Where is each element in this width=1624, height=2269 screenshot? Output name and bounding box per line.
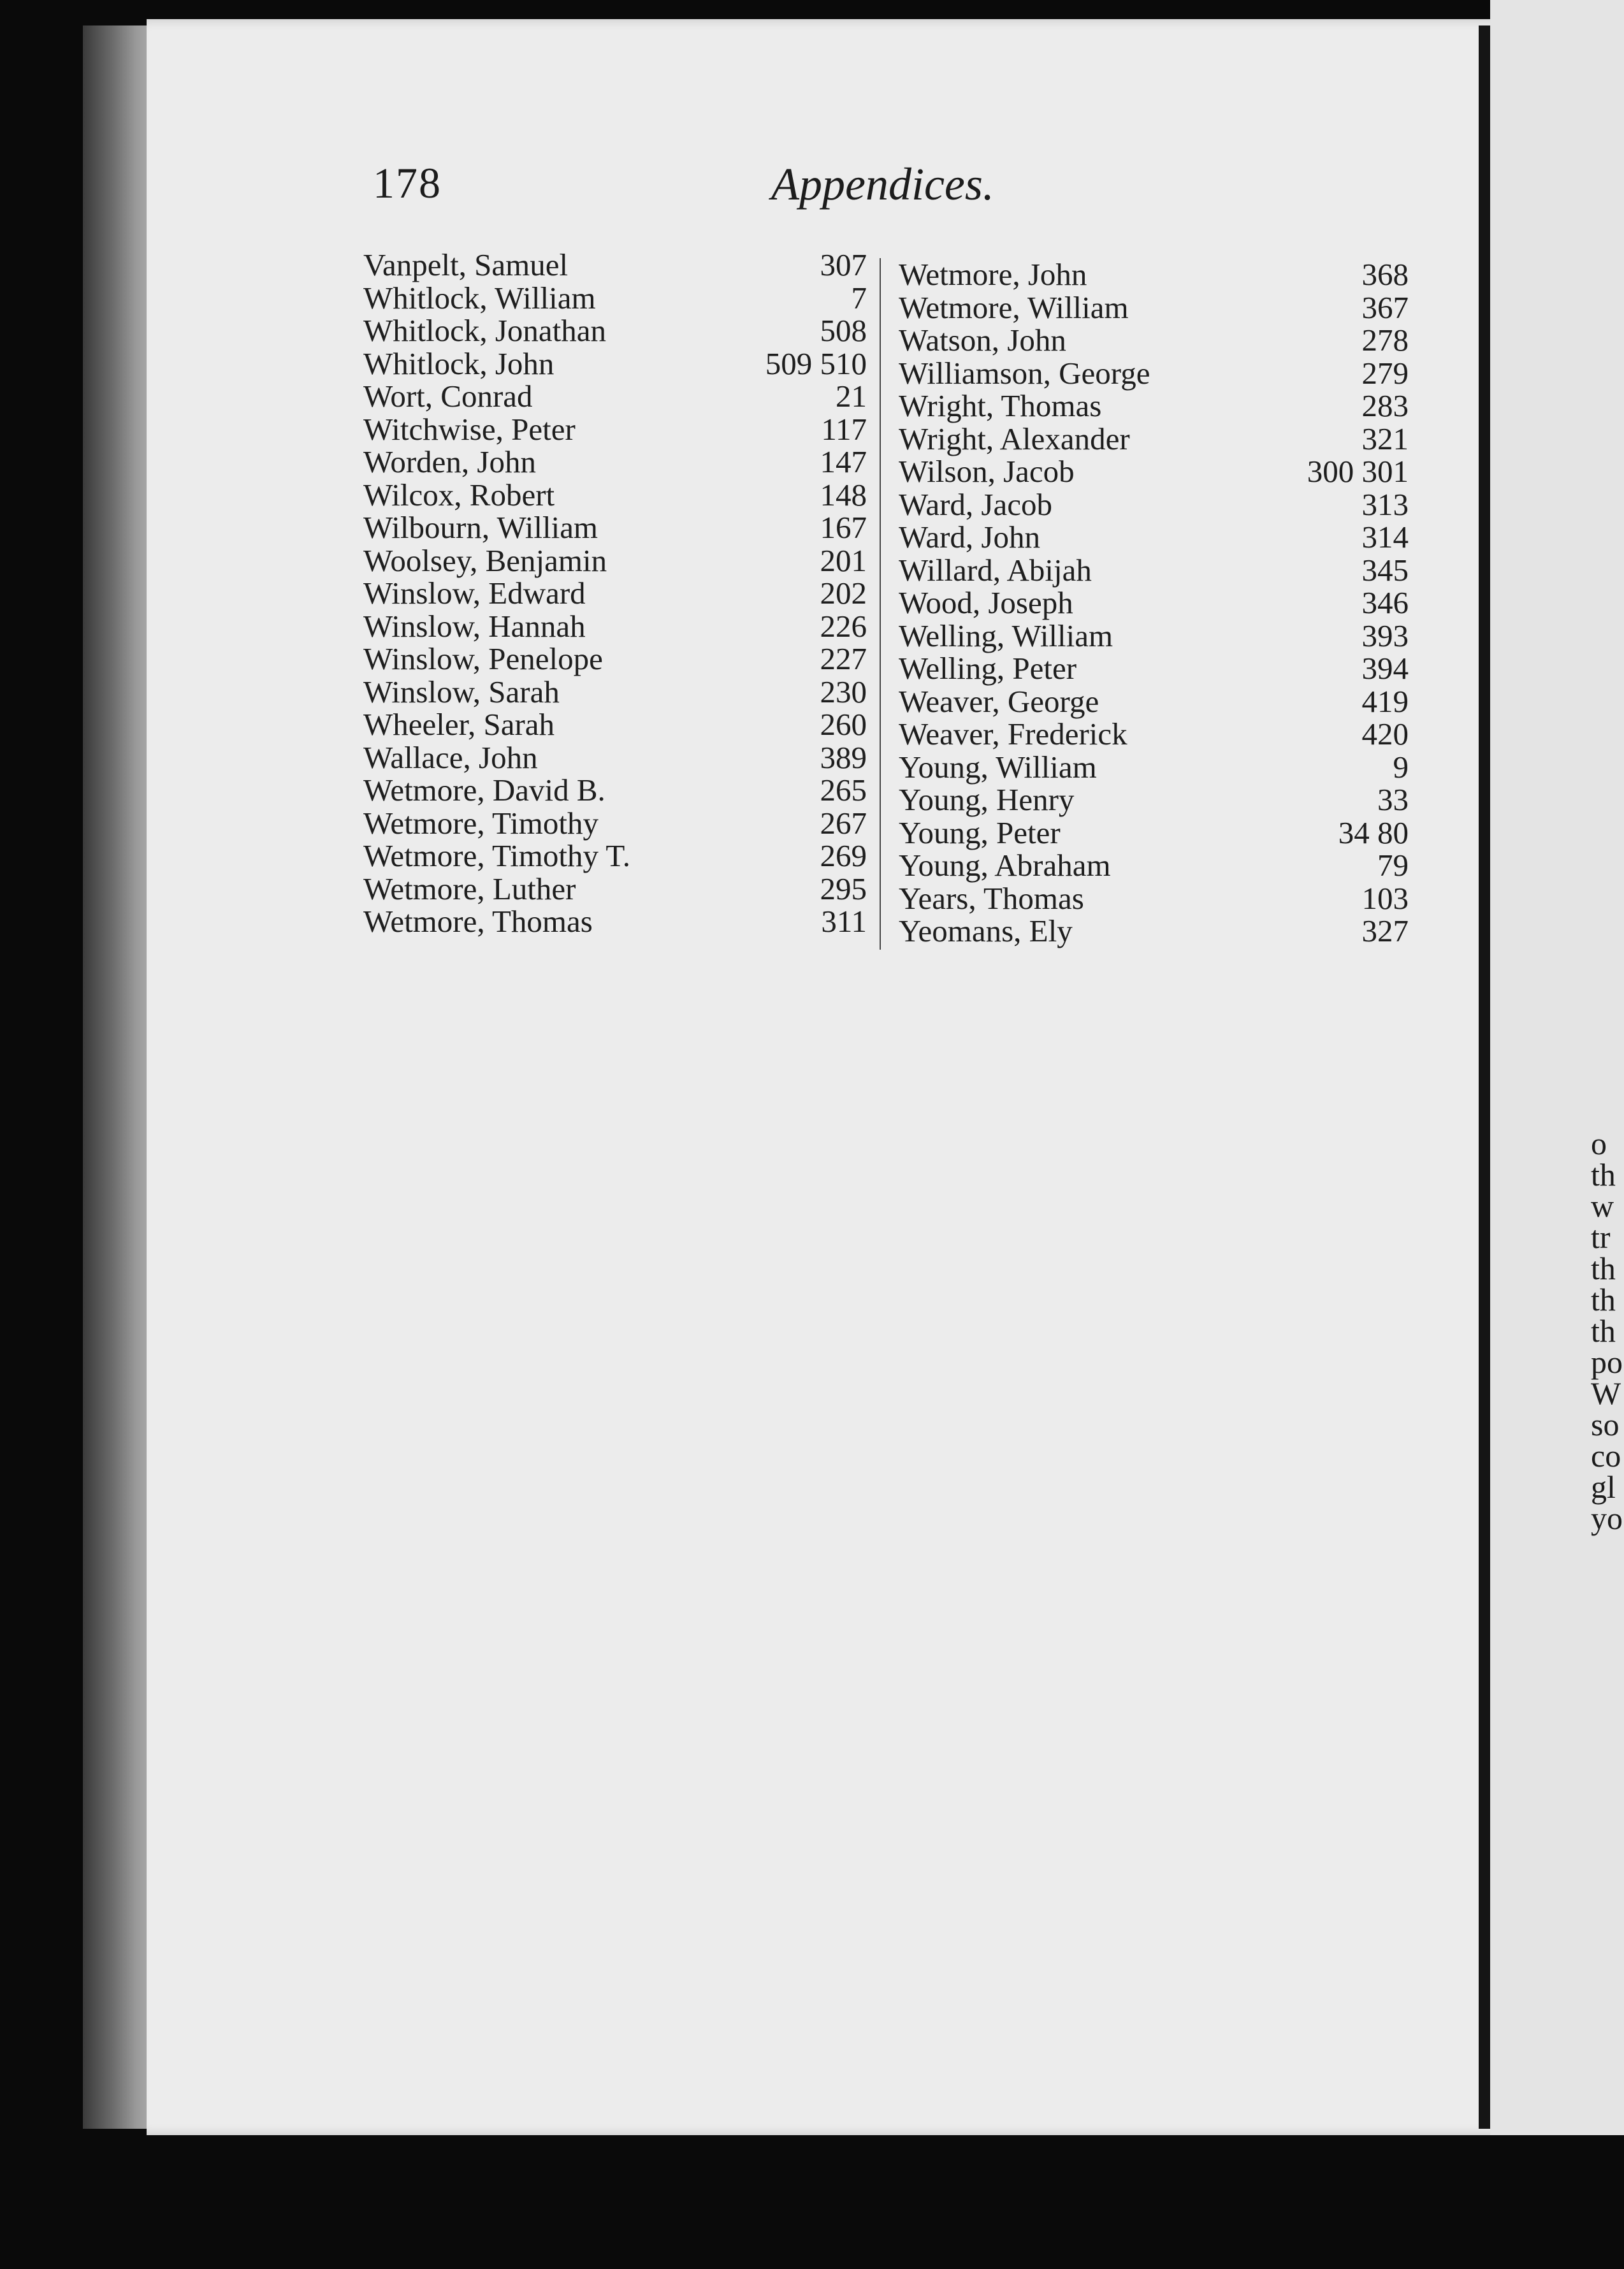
entry-pages: 508 <box>820 313 867 348</box>
entry-name: Wallace, John <box>363 739 538 775</box>
entry-name: Willard, Abijah <box>899 552 1092 588</box>
facing-page-fragment: o <box>1591 1126 1607 1161</box>
entry-pages: 21 <box>836 379 867 414</box>
entry-pages: 345 <box>1361 552 1409 588</box>
entry-pages: 300 301 <box>1307 454 1409 489</box>
entry-pages: 368 <box>1361 257 1409 292</box>
index-entry <box>899 620 1409 653</box>
entry-name: Winslow, Penelope <box>363 641 603 676</box>
entry-name: Winslow, Edward <box>363 576 586 611</box>
index-entry <box>899 423 1409 456</box>
index-entry <box>363 774 867 807</box>
entry-name: Wilson, Jacob <box>899 454 1075 489</box>
entry-name: Worden, John <box>363 444 536 479</box>
entry-pages: 9 <box>1393 749 1409 785</box>
entry-name: Winslow, Sarah <box>363 674 560 709</box>
entry-name: Wetmore, Timothy T. <box>363 838 630 873</box>
entry-name: Whitlock, Jonathan <box>363 313 607 348</box>
entry-name: Ward, John <box>899 519 1040 555</box>
entry-name: Yeomans, Ely <box>899 913 1073 948</box>
entry-name: Ward, Jacob <box>899 486 1052 522</box>
entry-pages: 307 <box>820 247 867 282</box>
entry-pages: 311 <box>821 904 867 939</box>
entry-pages: 103 <box>1361 880 1409 916</box>
entry-pages: 7 <box>851 280 867 315</box>
entry-pages: 34 80 <box>1338 815 1409 850</box>
entry-pages: 419 <box>1361 683 1409 719</box>
entry-name: Wood, Joseph <box>899 585 1073 620</box>
entry-name: Williamson, George <box>899 355 1150 391</box>
entry-pages: 201 <box>820 542 867 578</box>
entry-pages: 295 <box>820 871 867 906</box>
facing-page-fragment: th <box>1591 1313 1616 1349</box>
index-entry <box>899 554 1409 587</box>
entry-pages: 117 <box>821 411 867 447</box>
index-entry <box>363 839 867 873</box>
index-entry <box>899 718 1409 751</box>
entry-name: Watson, John <box>899 323 1066 358</box>
entry-name: Vanpelt, Samuel <box>363 247 569 282</box>
facing-page-fragment: w <box>1591 1188 1614 1224</box>
index-entry <box>899 816 1409 850</box>
entry-name: Wright, Alexander <box>899 421 1130 456</box>
entry-name: Winslow, Hannah <box>363 608 586 644</box>
index-entry <box>363 807 867 840</box>
index-entry <box>363 347 867 381</box>
facing-page-fragment: yo <box>1591 1500 1623 1536</box>
facing-page-fragment: th <box>1591 1250 1616 1286</box>
entry-pages: 346 <box>1361 585 1409 620</box>
entry-pages: 314 <box>1361 519 1409 555</box>
index-entry <box>363 905 867 938</box>
index-entry <box>363 446 867 479</box>
index-column-left <box>363 249 867 938</box>
entry-name: Young, William <box>899 749 1097 785</box>
entry-pages: 394 <box>1361 651 1409 686</box>
facing-page-fragment: co <box>1591 1438 1621 1474</box>
entry-pages: 278 <box>1361 323 1409 358</box>
entry-name: Welling, Peter <box>899 651 1077 686</box>
entry-pages: 167 <box>820 510 867 545</box>
entry-pages: 313 <box>1361 486 1409 522</box>
entry-name: Whitlock, William <box>363 280 596 315</box>
entry-pages: 147 <box>820 444 867 479</box>
entry-pages: 226 <box>820 608 867 644</box>
index-entry <box>899 357 1409 390</box>
index-entry <box>363 282 867 315</box>
entry-name: Wetmore, William <box>899 289 1129 325</box>
index-entry <box>363 873 867 906</box>
book-gutter <box>1479 25 1490 2129</box>
entry-pages: 279 <box>1361 355 1409 391</box>
entry-pages: 420 <box>1361 716 1409 751</box>
entry-name: Young, Peter <box>899 815 1061 850</box>
entry-name: Wetmore, David B. <box>363 772 605 808</box>
entry-name: Wright, Thomas <box>899 388 1102 423</box>
index-entry <box>363 544 867 577</box>
facing-page-fragment: th <box>1591 1157 1616 1192</box>
entry-pages: 283 <box>1361 388 1409 423</box>
index-entry <box>363 708 867 741</box>
index-entry <box>899 488 1409 521</box>
index-entry <box>363 380 867 413</box>
index-entry <box>899 291 1409 324</box>
facing-page-text <box>1591 1128 1623 1534</box>
index-entry <box>899 685 1409 718</box>
index-column-right <box>899 258 1409 948</box>
entry-name: Years, Thomas <box>899 880 1084 916</box>
scan-bottom-border <box>0 2135 1624 2269</box>
index-entry <box>899 849 1409 882</box>
index-entry <box>363 249 867 282</box>
facing-page-fragment: W <box>1591 1375 1621 1411</box>
index-entry <box>899 455 1409 488</box>
entry-name: Young, Henry <box>899 782 1075 817</box>
entry-pages: 321 <box>1361 421 1409 456</box>
entry-name: Witchwise, Peter <box>363 411 576 447</box>
entry-name: Wetmore, Luther <box>363 871 576 906</box>
entry-name: Wheeler, Sarah <box>363 707 555 742</box>
index-entry <box>363 610 867 643</box>
facing-page-fragment: th <box>1591 1282 1616 1317</box>
index-entry <box>899 586 1409 620</box>
entry-pages: 33 <box>1377 782 1409 817</box>
entry-pages: 227 <box>820 641 867 676</box>
index-entry <box>363 577 867 610</box>
entry-name: Wilbourn, William <box>363 510 598 545</box>
index-entry <box>899 258 1409 291</box>
column-divider <box>880 258 881 950</box>
facing-page-fragment: gl <box>1591 1469 1616 1505</box>
entry-pages: 393 <box>1361 618 1409 653</box>
entry-pages: 202 <box>820 576 867 611</box>
entry-pages: 265 <box>820 772 867 808</box>
entry-pages: 389 <box>820 739 867 775</box>
entry-pages: 269 <box>820 838 867 873</box>
facing-page-fragment: tr <box>1591 1219 1611 1255</box>
index-entry <box>899 324 1409 357</box>
entry-name: Woolsey, Benjamin <box>363 542 607 578</box>
running-head: Appendices. <box>771 159 994 210</box>
entry-name: Wort, Conrad <box>363 379 533 414</box>
entry-pages: 327 <box>1361 913 1409 948</box>
index-entry <box>899 882 1409 915</box>
entry-pages: 367 <box>1361 289 1409 325</box>
entry-pages: 230 <box>820 674 867 709</box>
index-entry <box>899 783 1409 816</box>
index-entry <box>363 511 867 544</box>
facing-page-fragment: so <box>1591 1407 1620 1442</box>
entry-pages: 260 <box>820 707 867 742</box>
facing-page-fragment: po <box>1591 1344 1623 1380</box>
page-number: 178 <box>373 159 442 207</box>
index-entry <box>899 521 1409 554</box>
index-entry <box>899 915 1409 948</box>
entry-pages: 509 510 <box>765 345 867 381</box>
index-entry <box>363 413 867 446</box>
index-entry <box>363 676 867 709</box>
entry-pages: 148 <box>820 477 867 512</box>
index-entry <box>363 479 867 512</box>
index-entry <box>363 642 867 676</box>
entry-name: Wetmore, Thomas <box>363 904 593 939</box>
entry-pages: 267 <box>820 805 867 841</box>
entry-name: Welling, William <box>899 618 1113 653</box>
entry-name: Young, Abraham <box>899 848 1111 883</box>
entry-name: Whitlock, John <box>363 345 555 381</box>
entry-name: Weaver, George <box>899 683 1099 719</box>
entry-name: Wetmore, Timothy <box>363 805 599 841</box>
entry-name: Weaver, Frederick <box>899 716 1127 751</box>
entry-pages: 79 <box>1377 848 1409 883</box>
index-entry <box>363 741 867 774</box>
entry-name: Wetmore, John <box>899 257 1087 292</box>
entry-name: Wilcox, Robert <box>363 477 555 512</box>
index-entry <box>899 751 1409 784</box>
index-entry <box>899 652 1409 685</box>
index-entry <box>899 389 1409 423</box>
index-entry <box>363 314 867 347</box>
